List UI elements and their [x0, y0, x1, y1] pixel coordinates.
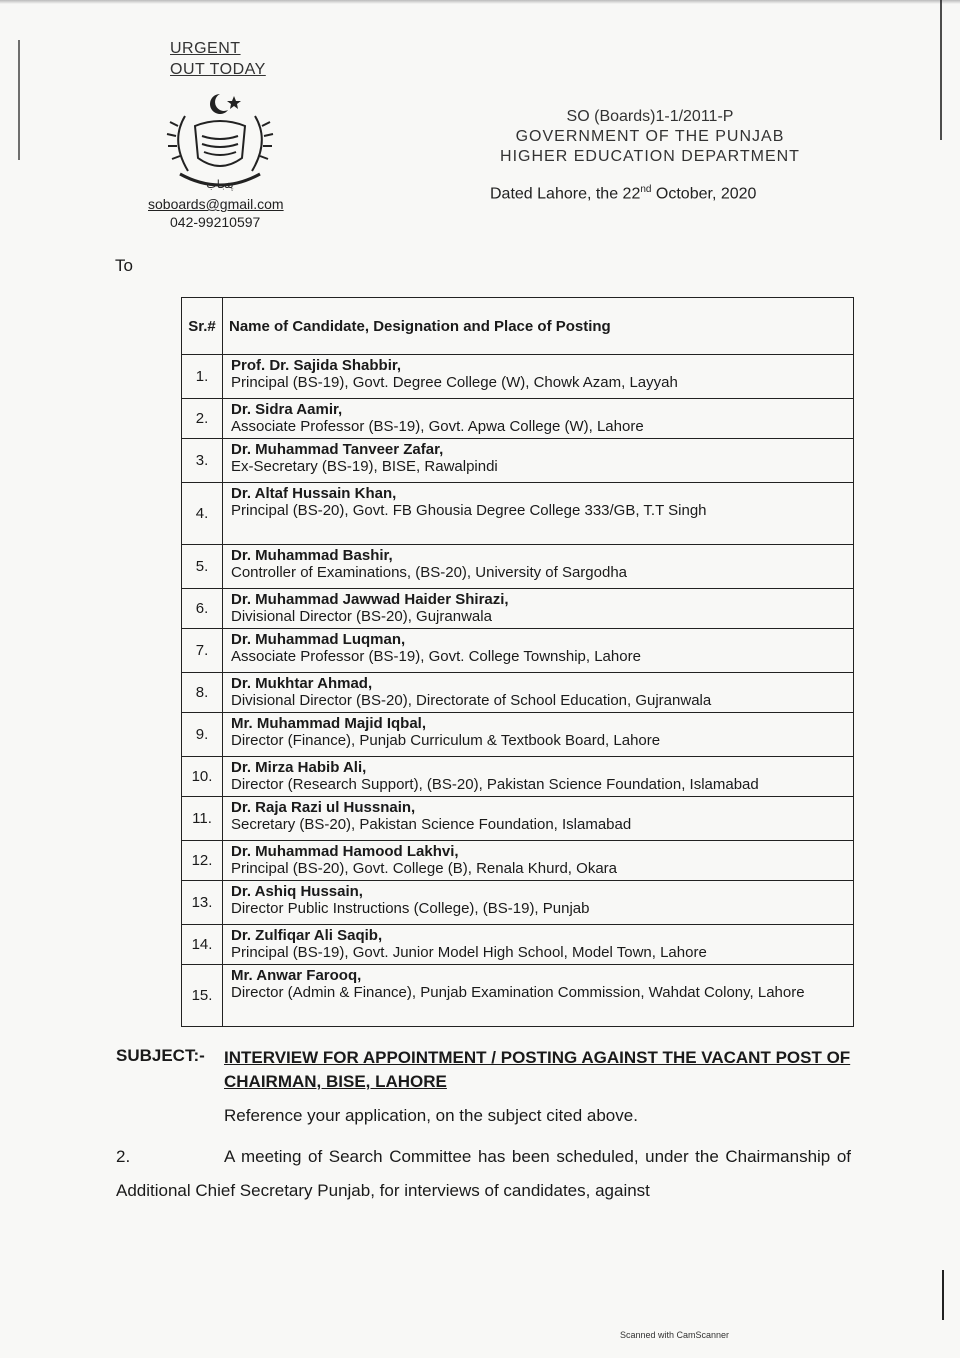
row-candidate-cell: [223, 965, 854, 1027]
candidate-name: Mr. Anwar Farooq,: [231, 967, 362, 984]
table-row: [182, 589, 854, 629]
candidate-designation: Associate Professor (BS-19), Govt. Apwa College (W), Lahore: [231, 418, 644, 435]
table-row: [182, 881, 854, 925]
candidate-designation: Divisional Director (BS-20), Directorate of School Education, Gujranwala: [231, 692, 712, 709]
table-row: [182, 713, 854, 757]
out-today-line: OUT TODAY: [170, 61, 266, 78]
row-serial: 2.: [182, 399, 223, 439]
row-candidate-cell: [223, 673, 854, 713]
date-ordinal: nd: [640, 184, 652, 195]
candidate-name: Prof. Dr. Sajida Shabbir,: [231, 357, 402, 374]
candidate-designation: Principal (BS-19), Govt. Degree College (W), Chowk Azam, Layyah: [231, 374, 678, 391]
candidate-designation: Director (Admin & Finance), Punjab Examination Commission, Wahdat Colony, Lahore: [231, 984, 805, 1001]
row-serial: 5.: [182, 545, 223, 589]
candidate-designation: Divisional Director (BS-20), Gujranwala: [231, 608, 492, 625]
candidate-name: Dr. Raja Razi ul Hussnain,: [231, 799, 416, 816]
row-candidate-cell: [223, 925, 854, 965]
contact-block: [148, 195, 284, 231]
row-serial: 10.: [182, 757, 223, 797]
row-candidate-cell: [223, 589, 854, 629]
table-row: [182, 673, 854, 713]
date-suffix: October, 2020: [651, 185, 757, 203]
row-serial: 4.: [182, 483, 223, 545]
row-serial: 13.: [182, 881, 223, 925]
candidate-designation: Ex-Secretary (BS-19), BISE, Rawalpindi: [231, 458, 498, 475]
paragraph-2: [116, 1140, 851, 1208]
candidate-designation: Director (Research Support), (BS-20), Pakistan Science Foundation, Islamabad: [231, 776, 759, 793]
candidates-table-body: [182, 355, 854, 1027]
paragraph-2-text: A meeting of Search Committee has been scheduled, under the Chairmanship of Additional Chief Secretary Punjab, for interviews of candidates, against: [116, 1147, 851, 1200]
to-label: To: [115, 256, 133, 275]
candidate-designation: Principal (BS-20), Govt. FB Ghousia Degree College 333/GB, T.T Singh: [231, 502, 707, 519]
table-header-row: [182, 298, 854, 355]
table-row: [182, 439, 854, 483]
row-candidate-cell: [223, 881, 854, 925]
row-candidate-cell: [223, 797, 854, 841]
urgent-stamp: [170, 38, 266, 80]
table-row: [182, 757, 854, 797]
row-serial: 6.: [182, 589, 223, 629]
row-serial: 12.: [182, 841, 223, 881]
row-candidate-cell: [223, 483, 854, 545]
contact-email[interactable]: soboards@gmail.com: [148, 196, 284, 212]
row-candidate-cell: [223, 545, 854, 589]
candidate-name: Dr. Zulfiqar Ali Saqib,: [231, 927, 383, 944]
row-candidate-cell: [223, 399, 854, 439]
paragraph-2-number: 2.: [116, 1147, 131, 1166]
government-name: GOVERNMENT OF THE PUNJAB: [515, 128, 785, 145]
candidate-name: Dr. Muhammad Tanveer Zafar,: [231, 441, 444, 458]
table-row: [182, 545, 854, 589]
table-row: [182, 925, 854, 965]
candidate-name: Dr. Altaf Hussain Khan,: [231, 485, 397, 502]
letterhead: [480, 108, 820, 166]
paragraph-1: Reference your application, on the subject cited above.: [224, 1106, 638, 1125]
column-header-sr: Sr.#: [182, 298, 223, 355]
row-candidate-cell: [223, 713, 854, 757]
table-row: [182, 355, 854, 399]
row-serial: 15.: [182, 965, 223, 1027]
row-serial: 1.: [182, 355, 223, 399]
row-serial: 14.: [182, 925, 223, 965]
table-row: [182, 841, 854, 881]
column-header-name: Name of Candidate, Designation and Place of Posting: [223, 298, 854, 355]
row-candidate-cell: [223, 629, 854, 673]
row-serial: 8.: [182, 673, 223, 713]
row-serial: 9.: [182, 713, 223, 757]
candidate-name: Mr. Muhammad Majid Iqbal,: [231, 715, 427, 732]
contact-phone: 042-99210597: [170, 214, 261, 230]
candidate-name: Dr. Muhammad Hamood Lakhvi,: [231, 843, 459, 860]
date-prefix: Dated Lahore, the 22: [490, 185, 641, 203]
reference-number: SO (Boards)1-1/2011-P: [566, 108, 734, 125]
candidate-designation: Controller of Examinations, (BS-20), University of Sargodha: [231, 564, 628, 581]
scan-edge-left: [18, 40, 20, 160]
scan-edge-right-lower: [942, 1270, 944, 1320]
candidate-name: Dr. Sidra Aamir,: [231, 401, 343, 418]
scan-edge-right: [940, 0, 942, 140]
row-serial: 3.: [182, 439, 223, 483]
candidate-designation: Director Public Instructions (College), (BS-19), Punjab: [231, 900, 590, 917]
candidates-table: [181, 297, 854, 1027]
emblem-caption: پنجاب: [206, 178, 234, 191]
candidate-designation: Secretary (BS-20), Pakistan Science Foundation, Islamabad: [231, 816, 632, 833]
subject-label: SUBJECT:-: [116, 1046, 205, 1065]
candidate-name: Dr. Ashiq Hussain,: [231, 883, 363, 900]
candidate-name: Dr. Muhammad Luqman,: [231, 631, 406, 648]
candidate-designation: Principal (BS-20), Govt. College (B), Renala Khurd, Okara: [231, 860, 617, 877]
row-candidate-cell: [223, 439, 854, 483]
table-row: [182, 965, 854, 1027]
subject-text: INTERVIEW FOR APPOINTMENT / POSTING AGAINST THE VACANT POST OF CHAIRMAN, BISE, LAHORE: [224, 1048, 851, 1091]
table-row: [182, 629, 854, 673]
scanner-watermark: Scanned with CamScanner: [620, 1330, 730, 1340]
candidate-name: Dr. Mukhtar Ahmad,: [231, 675, 373, 692]
candidate-designation: Associate Professor (BS-19), Govt. College Township, Lahore: [231, 648, 641, 665]
candidate-designation: Principal (BS-19), Govt. Junior Model High School, Model Town, Lahore: [231, 944, 707, 961]
table-row: [182, 483, 854, 545]
scan-edge-top: [0, 0, 960, 4]
row-serial: 11.: [182, 797, 223, 841]
urgent-line: URGENT: [170, 40, 241, 57]
candidate-name: Dr. Muhammad Jawwad Haider Shirazi,: [231, 591, 509, 608]
punjab-government-emblem-icon: [150, 86, 290, 196]
candidate-designation: Director (Finance), Punjab Curriculum & Textbook Board, Lahore: [231, 732, 661, 749]
table-row: [182, 797, 854, 841]
row-serial: 7.: [182, 629, 223, 673]
row-candidate-cell: [223, 355, 854, 399]
candidate-name: Dr. Mirza Habib Ali,: [231, 759, 367, 776]
row-candidate-cell: [223, 757, 854, 797]
department-name: HIGHER EDUCATION DEPARTMENT: [500, 148, 800, 165]
row-candidate-cell: [223, 841, 854, 881]
date-line: [490, 184, 756, 203]
candidate-name: Dr. Muhammad Bashir,: [231, 547, 393, 564]
table-row: [182, 399, 854, 439]
